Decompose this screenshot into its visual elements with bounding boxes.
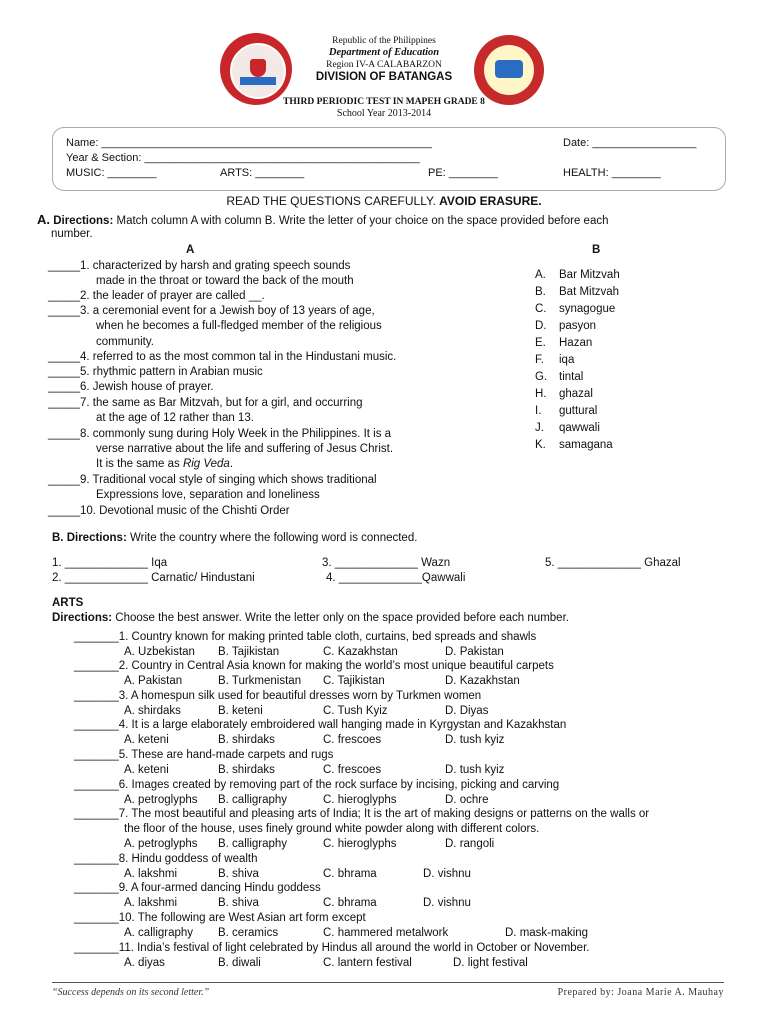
option: B. Tajikistan [218,646,280,658]
question-text: _______4. It is a large elaborately embroidered wall hanging made in Kyrgystan and Kazakhstan [74,719,567,731]
arts-heading: ARTS [52,597,84,609]
match-item-line: at the age of 12 rather than 13. [96,412,254,424]
part-a-label: A. [37,212,50,227]
option: A. keteni [124,764,169,776]
match-item-line: _____2. the leader of prayer are called __. [48,290,265,302]
option: B. calligraphy [218,794,288,806]
choice-text: pasyon [559,320,597,332]
choice-text: Hazan [559,337,593,349]
choice-item [535,405,597,417]
choice-text: ghazal [559,388,593,400]
part-b-item[interactable]: 4. _____________Qawwali [326,572,466,584]
year-section-field[interactable]: Year & Section: _____________________________________________ [66,152,420,164]
option: D. mask-making [505,927,589,939]
option: B. keteni [218,705,263,717]
choice-letter: K. [535,439,546,451]
option: C. lantern festival [323,957,412,969]
department-line: Department of Education [328,47,440,58]
option: A. lakshmi [124,897,178,909]
name-field[interactable]: Name: ______________________________________________________ [66,137,432,149]
match-item-line: _____9. Traditional vocal style of singing which shows traditional [48,474,377,486]
question-text: the floor of the house, uses finely ground white powder along with different colors. [124,823,540,835]
pe-score-field[interactable]: PE: ________ [428,167,498,179]
question-text: _______5. These are hand-made carpets and rugs [74,749,334,761]
option: D. tush kyiz [445,734,505,746]
choice-text: samagana [559,439,613,451]
option: A. petroglyphs [124,838,198,850]
match-item-line: _____4. referred to as the most common tal in the Hindustani music. [48,351,397,363]
column-b-header: B [592,244,601,256]
division-line: DIVISION OF BATANGAS [315,71,453,83]
part-a-directions-text: Match column A with column B. Write the letter of your choice on the space provided before each [116,215,609,227]
republic-line: Republic of the Philippines [332,36,436,46]
choice-letter: G. [535,371,548,383]
option: B. diwali [218,957,261,969]
choice-text: Bar Mitzvah [559,269,620,281]
choice-item [535,439,613,451]
choice-item [535,371,583,383]
arts-directions-label: Directions: [52,612,113,624]
choice-text: synagogue [559,303,616,315]
option: A. Pakistan [124,675,183,687]
option: C. Tush Kyiz [323,705,388,717]
school-year: School Year 2013-2014 [336,108,432,119]
question-text: _______9. A four-armed dancing Hindu goddess [74,882,321,894]
instruction-line [0,194,768,208]
option: B. calligraphy [218,838,288,850]
column-a-header: A [186,244,195,256]
part-b-item[interactable]: 2. _____________ Carnatic/ Hindustani [52,572,255,584]
choice-item [535,303,615,315]
option: D. Diyas [445,705,489,717]
test-title: THIRD PERIODIC TEST IN MAPEH GRADE 8 [283,97,485,107]
question-text: _______8. Hindu goddess of wealth [74,853,258,865]
choice-item [535,354,574,366]
part-a-directions [37,212,608,227]
part-b-directions-label: Directions: [66,532,127,544]
option: B. shiva [218,868,259,880]
option: D. tush kyiz [445,764,505,776]
option: B. Turkmenistan [218,675,302,687]
match-item-line: _____8. commonly sung during Holy Week in the Philippines. It is a [48,428,392,440]
option: A. lakshmi [124,868,178,880]
choice-text: guttural [559,405,598,417]
option: C. hieroglyphs [323,838,397,850]
question-text: _______3. A homespun silk used for beautiful dresses worn by Turkmen women [74,690,482,702]
choice-letter: J. [535,422,544,434]
footer-divider [52,982,724,983]
choice-letter: D. [535,320,547,332]
part-b-directions [52,532,417,544]
choice-letter: H. [535,388,547,400]
option: C. hieroglyphs [323,794,397,806]
choice-letter: I. [535,405,542,417]
choice-item [535,337,592,349]
option: D. light festival [453,957,528,969]
match-item-text: It is the same as [96,458,183,470]
footer-quote: “Success depends on its second letter.” [52,987,210,998]
instruction-text: READ THE QUESTIONS CAREFULLY. [226,194,436,208]
match-item-line: verse narrative about the life and suffering of Jesus Christ. [96,443,394,455]
rig-veda-term: Rig Veda [182,458,230,470]
option: A. petroglyphs [124,794,198,806]
option: A. keteni [124,734,169,746]
option: B. ceramics [218,927,279,939]
match-item-line: made in the throat or toward the back of the mouth [96,275,354,287]
option: B. shirdaks [218,734,275,746]
option: B. shirdaks [218,764,275,776]
match-item-line: It is the same as Rig Veda. [96,458,234,470]
option: C. bhrama [323,897,377,909]
choice-letter: B. [535,286,546,298]
choice-text: tintal [559,371,584,383]
option: A. Uzbekistan [124,646,195,658]
choice-item [535,286,619,298]
arts-directions [52,612,569,624]
question-text: _______10. The following are West Asian art form except [74,912,366,924]
date-field[interactable]: Date: _________________ [563,137,697,149]
choice-item [535,388,593,400]
option: A. calligraphy [124,927,194,939]
question-text: _______1. Country known for making printed table cloth, curtains, bed spreads and shawls [74,631,537,643]
health-score-field[interactable]: HEALTH: ________ [563,167,661,179]
region-line: Region IV-A CALABARZON [326,60,442,70]
match-item-line: _____1. characterized by harsh and grating speech sounds [48,260,351,272]
option: A. diyas [124,957,165,969]
option: D. rangoli [445,838,495,850]
question-text: _______6. Images created by removing part of the rock surface by incising, picking and carving [74,779,560,791]
choice-text: qawwali [559,422,600,434]
option: D. ochre [445,794,489,806]
choice-text: Bat Mitzvah [559,286,620,298]
footer-prepared-by: Prepared by: Joana Marie A. Mauhay [557,987,724,998]
arts-score-field[interactable]: ARTS: ________ [220,167,305,179]
match-item-line: _____3. a ceremonial event for a Jewish boy of 13 years of age, [48,305,375,317]
option: B. shiva [218,897,259,909]
question-text: _______2. Country in Central Asia known for making the world’s most unique beautiful carpets [74,660,554,672]
arts-directions-text: Choose the best answer. Write the letter only on the space provided before each number. [115,612,569,624]
choice-letter: A. [535,269,546,281]
part-b-item[interactable]: 1. _____________ Iqa [52,557,168,569]
part-a-directions-cont: number. [51,228,93,240]
question-text: _______11. India’s festival of light celebrated by Hindus all around the world in October or November. [74,942,590,954]
part-a-directions-label: Directions: [53,215,114,227]
match-item-line: _____10. Devotional music of the Chishti Order [48,505,290,517]
question-text: _______7. The most beautiful and pleasing arts of India; It is the art of making designs or patterns on the walls or [74,808,650,820]
choice-text: iqa [559,354,575,366]
match-item-line: community. [96,336,154,348]
option: C. Tajikistan [323,675,385,687]
choice-letter: E. [535,337,546,349]
choice-item [535,422,600,434]
part-b-directions-text: Write the country where the following word is connected. [129,532,418,544]
option: D. vishnu [423,868,471,880]
choice-item [535,320,596,332]
option: C. frescoes [323,764,382,776]
part-b-item[interactable]: 3. _____________ Wazn [322,557,451,569]
match-item-line: when he becomes a full-fledged member of the religious [96,320,382,332]
part-b-label: B. [52,532,64,544]
match-item-line: _____7. the same as Bar Mitzvah, but for a girl, and occurring [48,397,363,409]
option: C. Kazakhstan [323,646,398,658]
choice-letter: F. [535,354,544,366]
match-item-line: _____5. rhythmic pattern in Arabian music [48,366,263,378]
option: A. shirdaks [124,705,181,717]
option: D. Pakistan [445,646,504,658]
part-b-item[interactable]: 5. _____________ Ghazal [545,557,681,569]
match-item-line: _____6. Jewish house of prayer. [48,381,214,393]
option: C. hammered metalwork [323,927,449,939]
choice-letter: C. [535,303,547,315]
option: C. frescoes [323,734,382,746]
instruction-bold: AVOID ERASURE. [439,194,542,208]
option: D. Kazakhstan [445,675,520,687]
option: C. bhrama [323,868,377,880]
music-score-field[interactable]: MUSIC: ________ [66,167,157,179]
option: D. vishnu [423,897,471,909]
match-item-line: Expressions love, separation and loneliness [96,489,320,501]
choice-item [535,269,620,281]
